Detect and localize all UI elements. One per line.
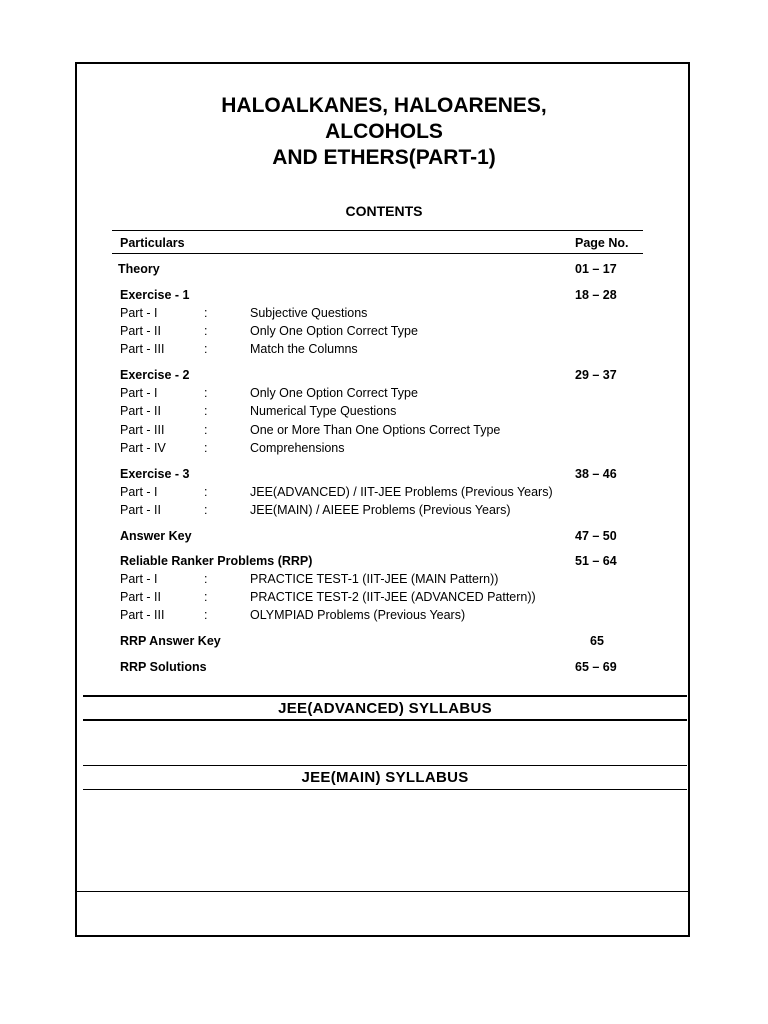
main-syllabus-top-rule: [83, 765, 687, 766]
ex1-part1-label: Part - I: [120, 306, 158, 320]
rrp-part3-label: Part - III: [120, 608, 165, 622]
ex2-part1-sep: :: [204, 386, 208, 400]
rrp-part2-label: Part - II: [120, 590, 161, 604]
ex3-part2-label: Part - II: [120, 503, 161, 517]
title-line-1: HALOALKANES, HALOARENES,: [221, 94, 547, 117]
advanced-syllabus-top-rule: [83, 695, 687, 697]
ex2-part2-sep: :: [204, 404, 208, 418]
ex1-part1-sep: :: [204, 306, 208, 320]
ex2-part3-desc: One or More Than One Options Correct Type: [250, 423, 501, 437]
rrp-label: Reliable Ranker Problems (RRP): [120, 554, 313, 568]
ex1-part2-label: Part - II: [120, 324, 161, 338]
exercise2-label: Exercise - 2: [120, 368, 190, 382]
rrp-part3-desc: OLYMPIAD Problems (Previous Years): [250, 608, 466, 622]
exercise3-pages: 38 – 46: [575, 467, 617, 481]
ex3-part1-label: Part - I: [120, 485, 158, 499]
ex2-part4-sep: :: [204, 441, 208, 455]
rrp-part2-sep: :: [204, 590, 208, 604]
ex2-part4-desc: Comprehensions: [250, 441, 345, 455]
ex1-part3-desc: Match the Columns: [250, 342, 358, 356]
header-page-no: Page No.: [575, 236, 629, 250]
main-syllabus-bottom-rule: [83, 789, 687, 790]
ex2-part2-desc: Numerical Type Questions: [250, 404, 397, 418]
theory-label: Theory: [118, 262, 160, 276]
ex1-part3-sep: :: [204, 342, 208, 356]
exercise2-pages: 29 – 37: [575, 368, 617, 382]
table-header-rule: [112, 253, 643, 254]
rrp-part2-desc: PRACTICE TEST-2 (IIT-JEE (ADVANCED Pattern)): [250, 590, 536, 604]
ex2-part3-sep: :: [204, 423, 208, 437]
answer-key-label: Answer Key: [120, 529, 192, 543]
ex1-part2-sep: :: [204, 324, 208, 338]
exercise3-label: Exercise - 3: [120, 467, 190, 481]
exercise1-label: Exercise - 1: [120, 288, 190, 302]
ex3-part2-sep: :: [204, 503, 208, 517]
title-line-3: AND ETHERS(PART-1): [272, 146, 496, 169]
main-syllabus-heading: JEE(MAIN) SYLLABUS: [301, 769, 469, 786]
rrp-pages: 51 – 64: [575, 554, 617, 568]
ex2-part1-label: Part - I: [120, 386, 158, 400]
ex1-part1-desc: Subjective Questions: [250, 306, 368, 320]
theory-pages: 01 – 17: [575, 262, 617, 276]
ex1-part2-desc: Only One Option Correct Type: [250, 324, 418, 338]
rrp-solutions-label: RRP Solutions: [120, 660, 207, 674]
rrp-solutions-pages: 65 – 69: [575, 660, 617, 674]
ex2-part2-label: Part - II: [120, 404, 161, 418]
rrp-part1-desc: PRACTICE TEST-1 (IIT-JEE (MAIN Pattern)): [250, 572, 499, 586]
rrp-part1-sep: :: [204, 572, 208, 586]
rrp-part1-label: Part - I: [120, 572, 158, 586]
ex3-part2-desc: JEE(MAIN) / AIEEE Problems (Previous Years): [250, 503, 511, 517]
ex2-part3-label: Part - III: [120, 423, 165, 437]
title-line-2: ALCOHOLS: [325, 120, 443, 143]
exercise1-pages: 18 – 28: [575, 288, 617, 302]
ex3-part1-sep: :: [204, 485, 208, 499]
footer-rule: [77, 891, 688, 892]
advanced-syllabus-heading: JEE(ADVANCED) SYLLABUS: [278, 700, 492, 717]
answer-key-pages: 47 – 50: [575, 529, 617, 543]
rrp-answer-key-label: RRP Answer Key: [120, 634, 221, 648]
contents-heading: CONTENTS: [345, 203, 423, 219]
ex1-part3-label: Part - III: [120, 342, 165, 356]
header-particulars: Particulars: [120, 236, 185, 250]
advanced-syllabus-bottom-rule: [83, 719, 687, 721]
ex2-part4-label: Part - IV: [120, 441, 166, 455]
rrp-part3-sep: :: [204, 608, 208, 622]
rrp-answer-key-pages: 65: [590, 634, 604, 648]
ex2-part1-desc: Only One Option Correct Type: [250, 386, 418, 400]
table-top-rule: [112, 230, 643, 231]
ex3-part1-desc: JEE(ADVANCED) / IIT-JEE Problems (Previous Years): [250, 485, 553, 499]
